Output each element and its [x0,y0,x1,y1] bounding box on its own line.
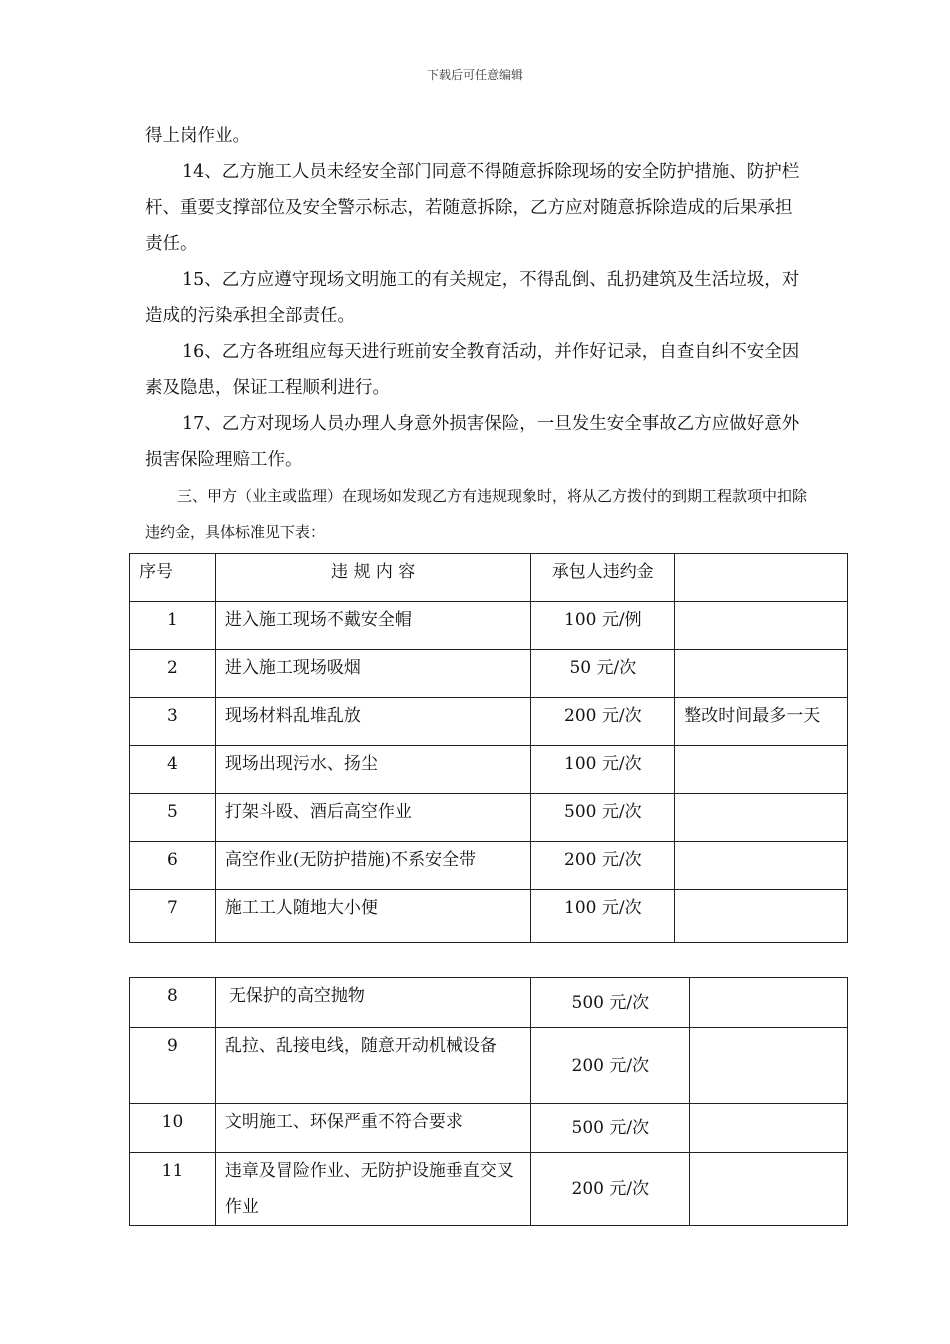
row-no: 9 [130,1028,216,1104]
paragraph-16: 16、乙方各班组应每天进行班前安全教育活动，并作好记录，自查自纠不安全因素及隐患，保证工程顺利进行。 [145,342,800,398]
row-no: 3 [130,698,216,746]
paragraph-0: 得上岗作业。 [145,126,250,146]
paragraph-14: 14、乙方施工人员未经安全部门同意不得随意拆除现场的安全防护措施、防护栏杆、重要支撑部位及安全警示标志，若随意拆除，乙方应对随意拆除造成的后果承担责任。 [145,162,800,254]
row-note [675,650,848,698]
table-row [130,650,848,698]
page-header: 下载后可任意编辑 [426,68,523,82]
table-header-row [130,554,848,602]
row-content: 乱拉、乱接电线，随意开动机械设备 [215,1028,531,1104]
row-no: 10 [130,1104,216,1153]
row-fine: 200 元/次 [531,1028,690,1104]
row-note [675,746,848,794]
row-fine: 200 元/次 [531,842,675,890]
penalty-table-1 [129,553,848,943]
row-content: 施工工人随地大小便 [215,890,531,943]
row-content: 进入施工现场吸烟 [215,650,531,698]
row-fine: 500 元/次 [531,794,675,842]
row-note [690,978,848,1028]
table-row [130,1104,848,1153]
penalty-table-2 [129,977,848,1226]
row-no: 8 [130,978,216,1028]
table-row [130,698,848,746]
row-no: 2 [130,650,216,698]
row-content: 进入施工现场不戴安全帽 [215,602,531,650]
row-no: 11 [130,1153,216,1226]
row-note [690,1153,848,1226]
row-content: 打架斗殴、酒后高空作业 [215,794,531,842]
row-note [675,890,848,943]
table-row [130,890,848,943]
table-row [130,842,848,890]
table-row [130,746,848,794]
header-note [675,554,848,602]
row-fine: 500 元/次 [531,1104,690,1153]
row-content: 违章及冒险作业、无防护设施垂直交叉作业 [215,1153,531,1226]
row-no: 5 [130,794,216,842]
paragraph-17: 17、乙方对现场人员办理人身意外损害保险，一旦发生安全事故乙方应做好意外损害保险理赔工作。 [145,414,800,470]
row-fine: 100 元/次 [531,890,675,943]
row-content: 现场出现污水、扬尘 [215,746,531,794]
header-content: 违 规 内 容 [215,554,531,602]
row-fine: 50 元/次 [531,650,675,698]
table-row [130,978,848,1028]
header-fine: 承包人违约金 [531,554,675,602]
row-note [675,602,848,650]
table-row [130,602,848,650]
table-row [130,1153,848,1226]
row-note: 整改时间最多一天 [675,698,848,746]
row-content: 无保护的高空抛物 [215,978,531,1028]
paragraph-section-3: 三、甲方（业主或监理）在现场如发现乙方有违规现象时，将从乙方拨付的到期工程款项中扣除违约金，具体标准见下表： [145,487,808,541]
row-no: 1 [130,602,216,650]
row-fine: 200 元/次 [531,1153,690,1226]
row-content: 高空作业(无防护措施)不系安全带 [215,842,531,890]
row-fine: 500 元/次 [531,978,690,1028]
row-note [675,842,848,890]
header-no: 序号 [130,554,216,602]
row-content: 文明施工、环保严重不符合要求 [215,1104,531,1153]
row-no: 6 [130,842,216,890]
row-fine: 100 元/次 [531,746,675,794]
row-no: 7 [130,890,216,943]
paragraph-15: 15、乙方应遵守现场文明施工的有关规定，不得乱倒、乱扔建筑及生活垃圾，对造成的污染承担全部责任。 [145,270,800,326]
row-note [675,794,848,842]
table-row [130,794,848,842]
row-fine: 100 元/例 [531,602,675,650]
row-no: 4 [130,746,216,794]
table-row [130,1028,848,1104]
row-content: 现场材料乱堆乱放 [215,698,531,746]
row-note [690,1104,848,1153]
row-fine: 200 元/次 [531,698,675,746]
row-note [690,1028,848,1104]
